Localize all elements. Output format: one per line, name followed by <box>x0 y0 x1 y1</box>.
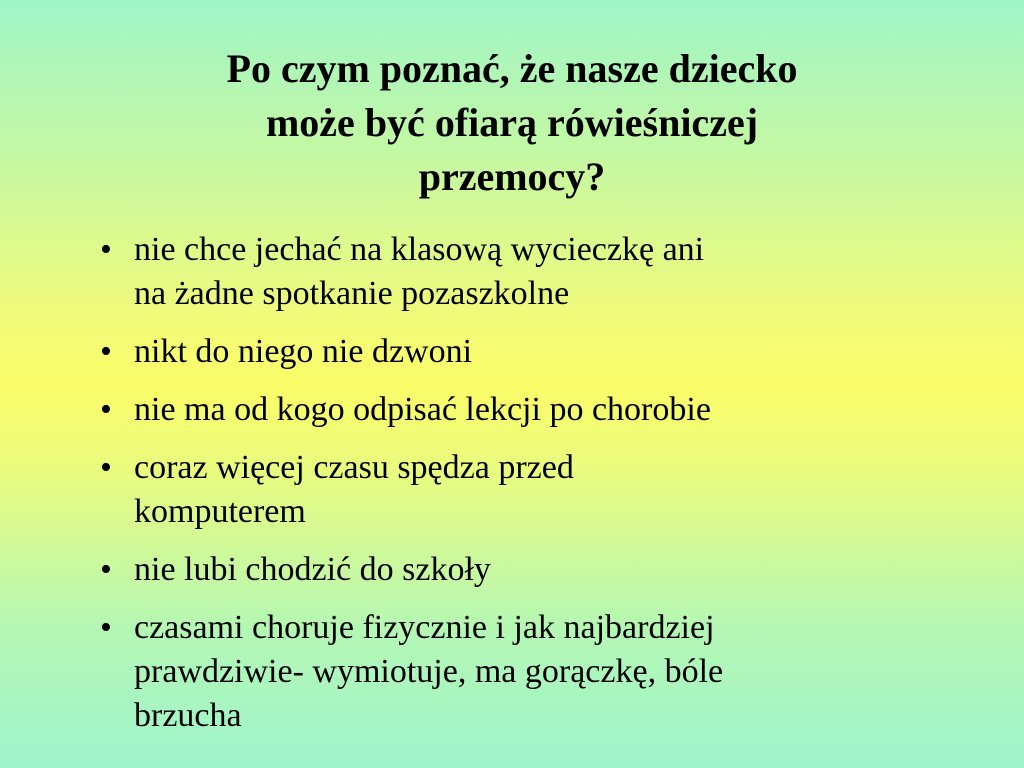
bullet-text: na żadne spotkanie pozaszkolne <box>134 275 570 312</box>
title-line: przemocy? <box>418 154 606 199</box>
bullet-item <box>96 388 976 432</box>
title-line: może być ofiarą rówieśniczej <box>265 100 759 145</box>
bullet-item <box>96 446 976 534</box>
bullet-icon: • <box>100 231 112 268</box>
bullet-list <box>96 228 976 752</box>
bullet-text: nie lubi chodzić do szkoły <box>134 551 491 588</box>
bullet-text: nikt do niego nie dzwoni <box>134 333 473 370</box>
bullet-icon: • <box>100 551 112 588</box>
bullet-text: coraz więcej czasu spędza przed <box>134 449 574 486</box>
bullet-icon: • <box>100 449 112 486</box>
bullet-text: czasami choruje fizycznie i jak najbardziej <box>134 609 715 646</box>
bullet-item <box>96 606 976 738</box>
bullet-icon: • <box>100 333 112 370</box>
bullet-text: brzucha <box>134 697 242 734</box>
slide-title <box>60 42 964 204</box>
title-line: Po czym poznać, że nasze dziecko <box>226 46 798 91</box>
bullet-text: komputerem <box>134 493 306 530</box>
bullet-icon: • <box>100 391 112 428</box>
bullet-item <box>96 548 976 592</box>
bullet-text: nie ma od kogo odpisać lekcji po chorobie <box>134 391 711 428</box>
bullet-text: prawdziwie- wymiotuje, ma gorączkę, bóle <box>134 653 724 690</box>
bullet-text: nie chce jechać na klasową wycieczkę ani <box>134 231 705 268</box>
bullet-item <box>96 228 976 316</box>
bullet-icon: • <box>100 609 112 646</box>
bullet-item <box>96 330 976 374</box>
